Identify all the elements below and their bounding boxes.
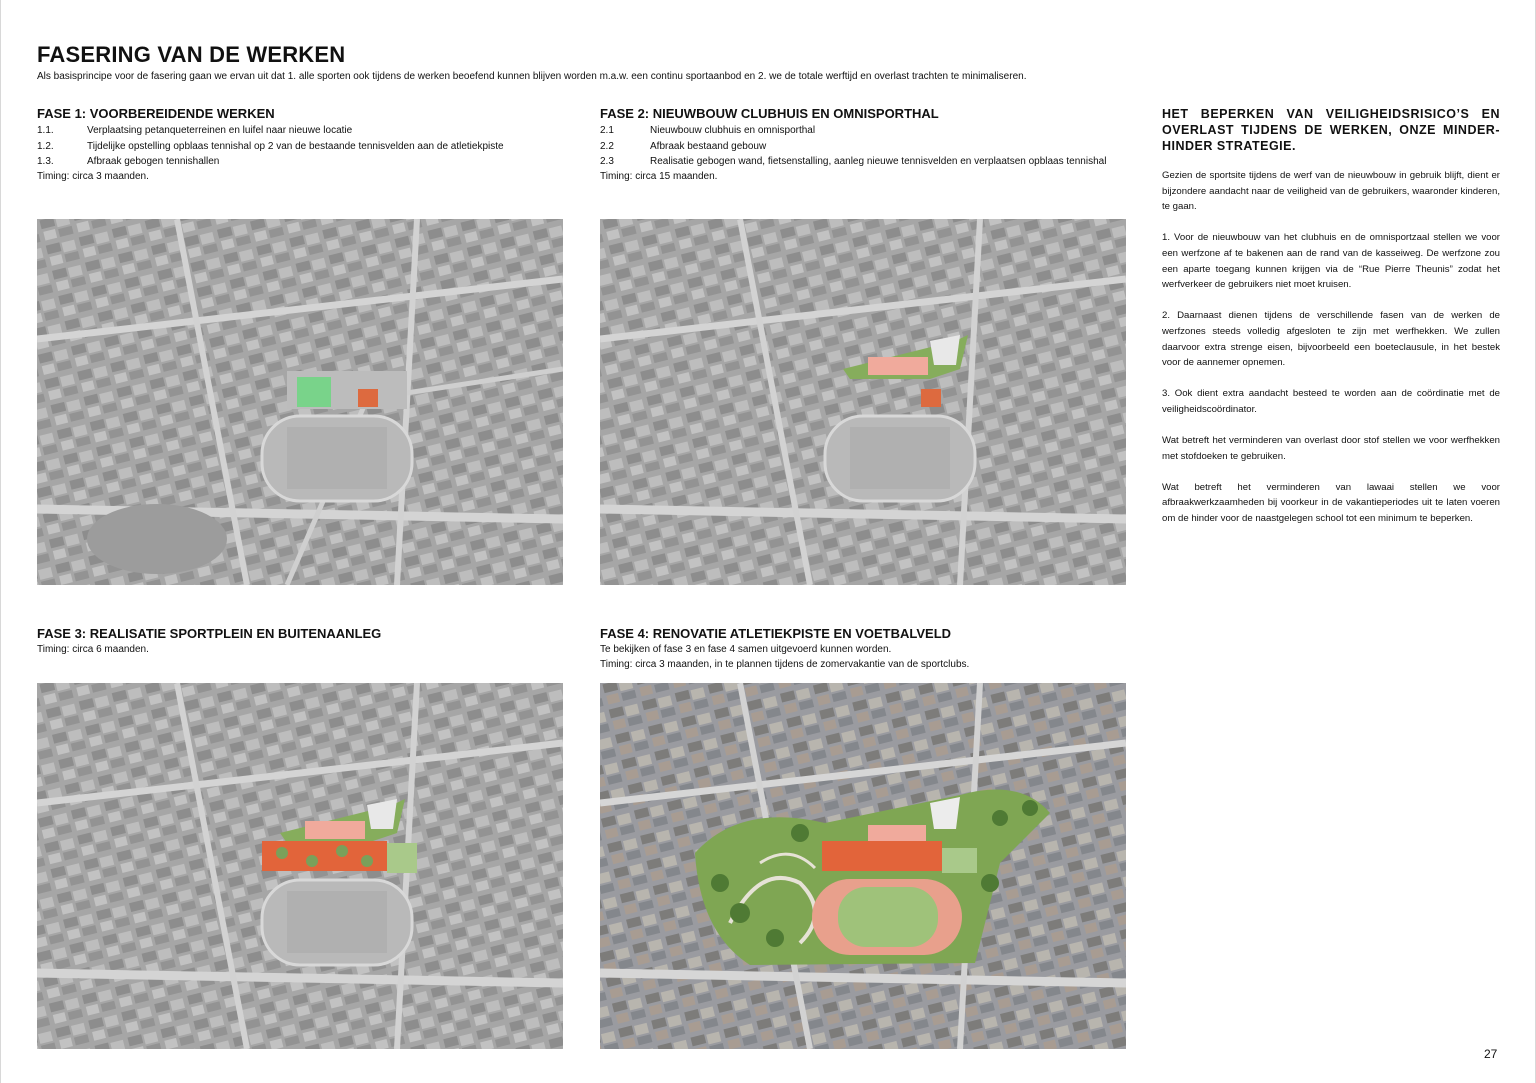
phase-2-list	[600, 123, 1106, 170]
phase-3-title: FASE 3: REALISATIE SPORTPLEIN EN BUITENAANLEG	[37, 626, 382, 641]
list-item	[600, 123, 1106, 139]
item-text: Tijdelijke opstelling opblaas tennishal op 2 van de bestaande tennisvelden aan de atletiekpiste	[87, 140, 504, 152]
phase-2-title: FASE 2: NIEUWBOUW CLUBHUIS EN OMNISPORTHAL	[600, 106, 939, 121]
intro-text: Als basisprincipe voor de fasering gaan we ervan uit dat 1. alle sporten ook tijdens de werken beoefend kunnen blijven worden m.a.w. een continu sportaanbod en 2. we de totale werftijd en overlast trachten te minimaliseren.	[37, 71, 1027, 82]
phase-1-list	[37, 123, 504, 170]
item-number: 2.3	[600, 156, 614, 167]
item-number: 2.2	[600, 140, 614, 152]
phase-4-title: FASE 4: RENOVATIE ATLETIEKPISTE EN VOETBALVELD	[600, 626, 952, 641]
item-number: 1.2.	[37, 140, 54, 152]
sidebar-paragraph: Wat betreft het verminderen van lawaai stellen we voor afbraakwerkzaamheden bij voorkeur in de vakantieperiodes uit te laten voeren om de hinder voor de naastgelegen school tot een minimum te beperken.	[1162, 481, 1500, 525]
sidebar-paragraph: 2. Daarnaast dienen tijdens de verschillende fasen van de werken de werfzones steeds volledig afgesloten te zijn met werfhekken. We zullen daarvoor extra strenge eisen, bijvoorbeeld een boeteclausule, in het bestek voor de aannemer opnemen.	[1162, 310, 1500, 369]
sidebar-paragraph: Gezien de sportsite tijdens de werf van de nieuwbouw in gebruik blijft, dient er bijzondere aandacht naar de veiligheid van de gebruikers, waaronder kinderen, te gaan.	[1162, 170, 1500, 213]
phase-3-timing: Timing: circa 6 maanden.	[37, 644, 149, 655]
sidebar-title: HET BEPERKEN VAN VEILIGHEIDSRISICO’S EN OVERLAST TIJDENS DE WERKEN, ONZE MINDER-HINDER STRATEGIE.	[1162, 107, 1500, 153]
sidebar-paragraph: 3. Ook dient extra aandacht besteed te worden aan de coördinatie met de veiligheidscoördinator.	[1162, 388, 1500, 415]
list-item	[37, 154, 504, 170]
phase-3-site-plan	[37, 683, 563, 1049]
item-text: Realisatie gebogen wand, fietsenstalling, aanleg nieuwe tennisvelden en verplaatsen opblaas tennishal	[650, 156, 1107, 167]
phase-1-timing: Timing: circa 3 maanden.	[37, 171, 149, 182]
page-number: 27	[1484, 1047, 1498, 1061]
list-item	[600, 139, 1106, 155]
phase-1-title: FASE 1: VOORBEREIDENDE WERKEN	[37, 106, 275, 121]
phase-1-site-plan	[37, 219, 563, 585]
item-text: Nieuwbouw clubhuis en omnisporthal	[650, 125, 816, 136]
item-number: 2.1	[600, 125, 614, 136]
sidebar-paragraph: 1. Voor de nieuwbouw van het clubhuis en de omnisportzaal stellen we voor een werfzone af te bakenen aan de rand van de kasseiweg. De werfzone zou een aparte toegang kunnen krijgen via de “Rue Pierre Theunis” zodat het werfverkeer de gebruikers niet moet kruisen.	[1162, 232, 1500, 291]
item-number: 1.3.	[37, 156, 54, 167]
list-item	[37, 123, 504, 139]
page-border-left	[0, 0, 1, 1083]
page-title: FASERING VAN DE WERKEN	[37, 42, 346, 67]
sidebar-body	[1162, 168, 1500, 542]
item-text: Afbraak gebogen tennishallen	[87, 156, 220, 167]
phase-4-timing: Timing: circa 3 maanden, in te plannen tijdens de zomervakantie van de sportclubs.	[600, 659, 970, 670]
list-item	[37, 139, 504, 155]
phase-2-site-plan	[600, 219, 1126, 585]
list-item	[600, 154, 1106, 170]
phase-2-timing: Timing: circa 15 maanden.	[600, 171, 718, 182]
item-number: 1.1.	[37, 125, 54, 136]
item-text: Afbraak bestaand gebouw	[650, 140, 767, 152]
phase-4-site-plan	[600, 683, 1126, 1049]
item-text: Verplaatsing petanqueterreinen en luifel naar nieuwe locatie	[87, 125, 353, 136]
phase-4-note: Te bekijken of fase 3 en fase 4 samen uitgevoerd kunnen worden.	[600, 644, 892, 655]
sidebar-paragraph: Wat betreft het verminderen van overlast door stof stellen we voor werfhekken met stofdoeken te gebruiken.	[1162, 435, 1500, 462]
